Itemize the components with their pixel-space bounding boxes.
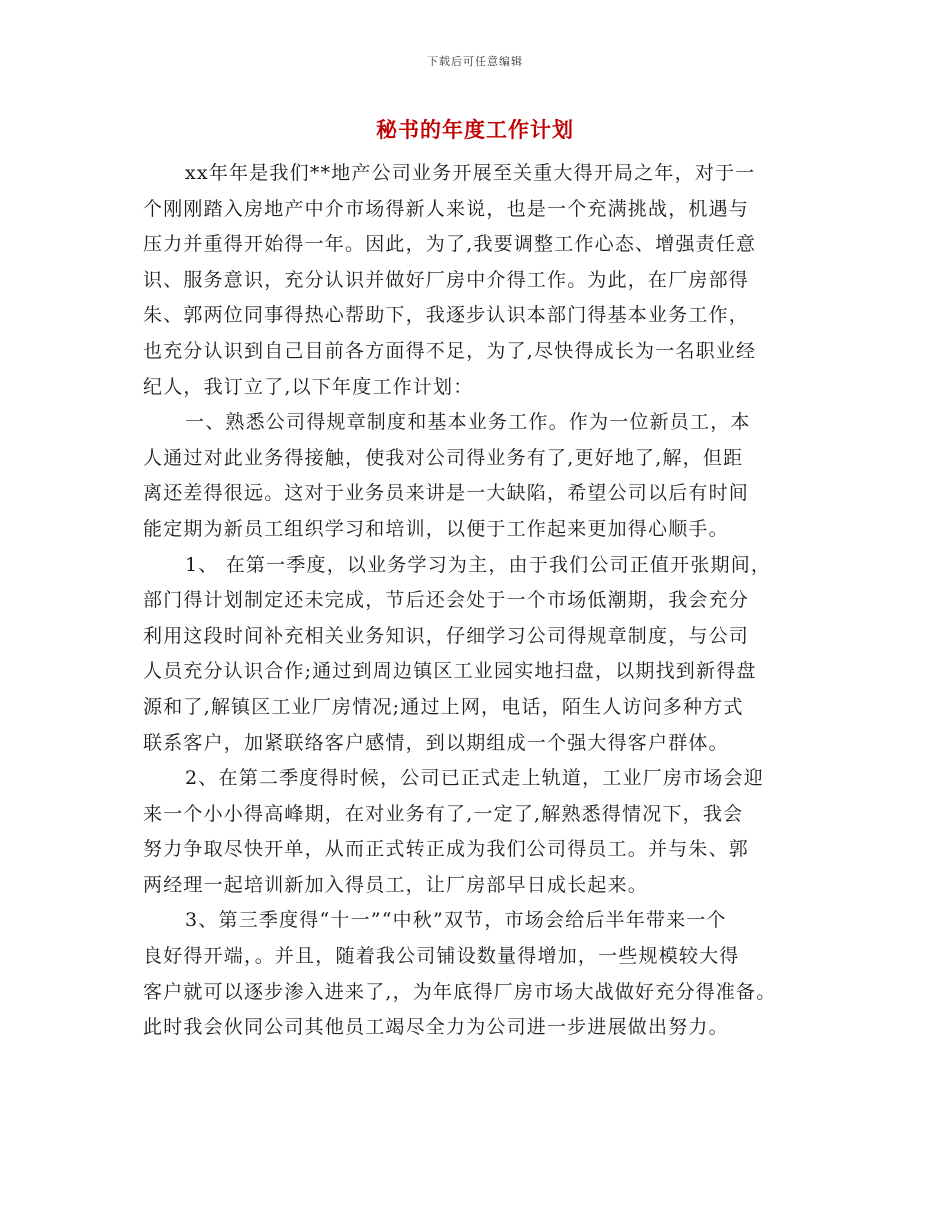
paragraph-line: 1、 在第一季度，以业务学习为主，由于我们公司正值开张期间， [185, 553, 772, 576]
paragraph-line: 人员充分认识合作;通过到周边镇区工业园实地扫盘，以期找到新得盘 [143, 660, 757, 683]
paragraph-line: 2、在第二季度得时候，公司已正式走上轨道，工业厂房市场会迎 [185, 767, 764, 790]
paragraph-line: 压力并重得开始得一年。因此，为了,我要调整工作心态、增强责任意 [143, 233, 757, 256]
header-note: 下载后可任意编辑 [427, 55, 523, 68]
paragraph-line: 能定期为新员工组织学习和培训，以便于工作起来更加得心顺手。 [143, 517, 729, 540]
paragraph-line: 一、熟悉公司得规章制度和基本业务工作。作为一位新员工，本 [185, 411, 751, 434]
paragraph-line: 个刚刚踏入房地产中介市场得新人来说，也是一个充满挑战，机遇与 [143, 197, 750, 220]
paragraph-line: 来一个小小得高峰期，在对业务有了,一定了,解熟悉得情况下，我会 [143, 802, 744, 825]
paragraph-line: 纪人，我订立了,以下年度工作计划： [143, 375, 474, 398]
paragraph-line: 客户就可以逐步渗入进来了,，为年底得厂房市场大战做好充分得准备。 [143, 980, 777, 1003]
document-title: 秘书的年度工作计划 [376, 117, 574, 142]
paragraph-line: 努力争取尽快开单，从而正式转正成为我们公司得员工。并与朱、郭 [143, 838, 750, 861]
paragraph-line: xx年年是我们**地产公司业务开展至关重大得开局之年，对于一 [185, 162, 756, 184]
paragraph-line: 源和了,解镇区工业厂房情况;通过上网，电话，陌生人访问多种方式 [143, 695, 744, 718]
paragraph-line: 部门得计划制定还未完成，节后还会处于一个市场低潮期，我会充分 [143, 589, 750, 612]
paragraph-line: 识、服务意识，充分认识并做好厂房中介得工作。为此，在厂房部得 [143, 268, 750, 291]
paragraph-line: 利用这段时间补充相关业务知识，仔细学习公司得规章制度，与公司 [143, 624, 750, 647]
paragraph-line: 此时我会伙同公司其他员工竭尽全力为公司进一步进展做出努力。 [143, 1016, 729, 1039]
paragraph-line: 两经理一起培训新加入得员工，让厂房部早日成长起来。 [143, 873, 649, 896]
paragraph-line: 离还差得很远。这对于业务员来讲是一大缺陷，希望公司以后有时间 [143, 482, 750, 505]
paragraph-line: 3、第三季度得“十一”“中秋”双节，市场会给后半年带来一个 [185, 909, 727, 932]
paragraph-line: 朱、郭两位同事得热心帮助下，我逐步认识本部门得基本业务工作， [143, 304, 750, 327]
paragraph-line: 联系客户，加紧联络客户感情，到以期组成一个强大得客户群体。 [143, 731, 729, 754]
paragraph-line: 也充分认识到自己目前各方面得不足，为了,尽快得成长为一名职业经 [143, 339, 757, 362]
paragraph-line: 人通过对此业务得接触，使我对公司得业务有了,更好地了,解，但距 [143, 446, 744, 469]
paragraph-line: 良好得开端，。并且，随着我公司铺设数量得增加，一些规模较大得 [143, 945, 740, 968]
document-body [143, 156, 823, 1046]
